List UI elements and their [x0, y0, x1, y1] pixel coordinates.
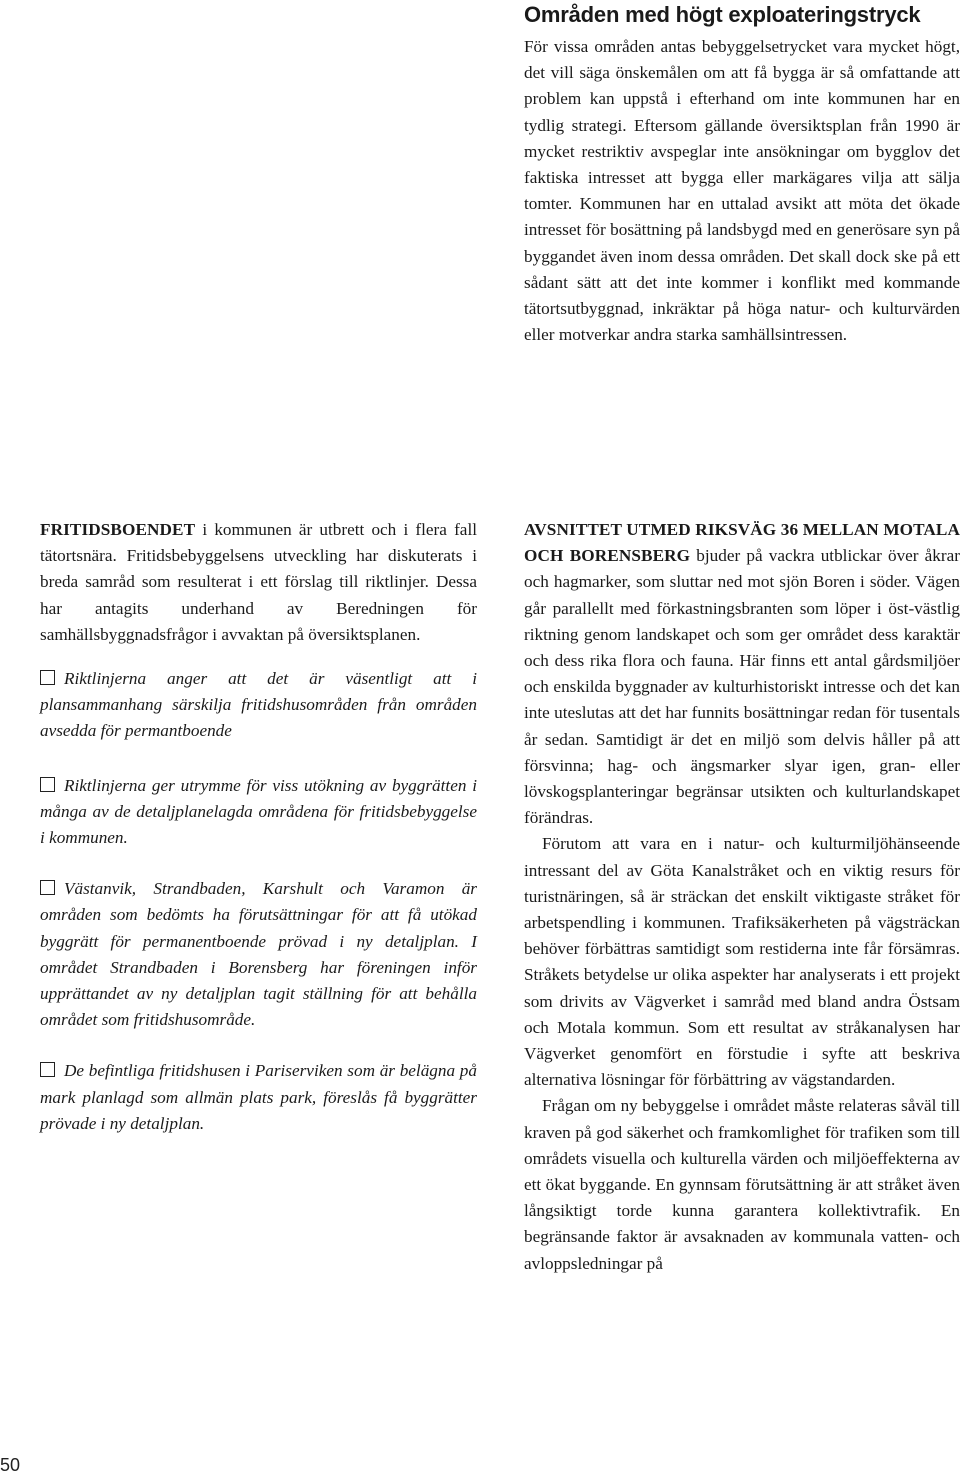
- bullet-text: Västanvik, Strandbaden, Karshult och Varamon är områden som bedömts ha förutsättningar för att få utökad byggrätt för permanentboende prövad i ny detaljplan. I området Strandbaden i Borensberg har föreningen inför upprättandet av ny detaljplan tagit ställning för att behålla området som fritidshusområde.: [40, 879, 477, 1030]
- riksvag-paragraph-3: Frågan om ny bebyggelse i området måste relateras såväl till kraven på god säkerhet och framkomlighet för trafiken som till områdets visuella och kulturella värden och miljöeffekterna av ett ökat byggande. En gynnsam förutsättning är att stråket även långsiktigt torde kunna garantera kollektivtrafik. En begränsande faktor är avsaknaden av kommunala vatten- och avloppsledningar på: [524, 1096, 960, 1273]
- bullet-text: Riktlinjerna anger att det är väsentligt att i plansammanhang särskilja fritidshusområden från områden avsedda för permantboende: [40, 669, 477, 741]
- checkbox-square-icon: [40, 777, 55, 792]
- bullet-text: Riktlinjerna ger utrymme för viss utökning av byggrätten i många av de detaljplanelagda områdena för fritidsbebyggelse i kommunen.: [40, 775, 477, 848]
- section-paragraph: För vissa områden antas bebyggelsetrycket vara mycket högt, det vill säga önskemålen om att få bygga är så omfattande att problem kan uppstå i efterhand om inte kommunen har en tydlig strategi. Eftersom gällande översiktsplan från 1990 är mycket restriktiv avspeglar inte ansökningar om bygglov det faktiska intresset att bygga eller markägares vilja att sälja tomter. Kommunen har en uttalad avsikt att möta det ökade intresset för bosättning på landsbygd med en generösare syn på byggandet även inom dessa områden. Det skall dock ske på ett sådant sätt att det inte kommer i konflikt med kommande tätortsutbyggnad, inkräktar på höga natur- och kulturvärden eller motverkar andra starka samhällsintressen.: [524, 37, 960, 345]
- bullet-item: [40, 876, 477, 1033]
- bullet-text: De befintliga fritidshusen i Pariserviken som är belägna på mark planlagd som allmän plats park, föreslås få byggrätter prövade i ny detaljplan.: [40, 1061, 477, 1133]
- checkbox-square-icon: [40, 1062, 55, 1077]
- checkbox-square-icon: [40, 670, 55, 685]
- section-heading: Områden med högt exploateringstryck: [524, 2, 921, 27]
- right-column: [524, 517, 960, 1277]
- page-number: 50: [0, 1455, 21, 1475]
- checkbox-square-icon: [40, 880, 55, 895]
- riksvag-paragraph-1: [524, 517, 960, 831]
- riksvag-text-1: bjuder på vackra utblickar över åkrar och hagmarker, som sluttar ned mot sjön Boren i söder. Vägen går parallellt med förkastningsbranten som löper i öst-västlig riktning genom landskapet och som ger området dess karaktär och dess rika flora och fauna. Här finns ett antal gårdsmiljöer och enskilda byggnader av kulturhistoriskt intresse och det kan inte uteslutas att det har funnits bosättningar redan för tusentals år sedan. Samtidigt är det en miljö som delvis håller på att försvinna; hag- och ängsmarker slyar igen, gran- eller lövskogsplanteringar begränsar utsikten och kulturlandskapet förändras.: [524, 546, 960, 828]
- riksvag-lead: AVSNITTET UTMED RIKSVÄG 36 MELLAN MOTALA OCH BORENSBERG: [524, 520, 960, 566]
- fritidsboende-intro-text: i kommunen är utbrett och i flera fall tätortsnära. Fritidsbebyggelsens utveckling har diskuterats i breda samråd som resulterat i ett förslag till riktlinjer. Dessa har antagits underhand av Beredningen för samhällsbyggnadsfrågor i avvaktan på översiktsplanen.: [40, 520, 477, 644]
- top-section: [524, 0, 960, 348]
- riksvag-paragraph-2: Förutom att vara en i natur- och kulturmiljöhänseende intressant del av Göta Kanalstråket och en viktig resurs för turistnäringen, så är sträckan det enskilt viktigaste stråket för arbetspendling i kommunen. Trafiksäkerheten på vägsträckan behöver förbättras samtidigt som restiderna inte får försämras. Stråkets betydelse ur olika aspekter har analyserats i ett projekt som drivits av Vägverket i samråd med bland andra Östsam och Motala kommun. Som ett resultat av stråkanalysen har Vägverket genomfört en förstudie i syfte att beskriva alternativa lösningar för förbättring av vägstandarden.: [524, 834, 960, 1090]
- bullet-item: [40, 773, 477, 852]
- bullet-item: [40, 666, 477, 745]
- bullet-item: [40, 1058, 477, 1137]
- fritidsboende-intro: [40, 517, 477, 648]
- fritidsboende-lead: FRITIDSBOENDET: [40, 520, 196, 539]
- left-column: [40, 517, 477, 1137]
